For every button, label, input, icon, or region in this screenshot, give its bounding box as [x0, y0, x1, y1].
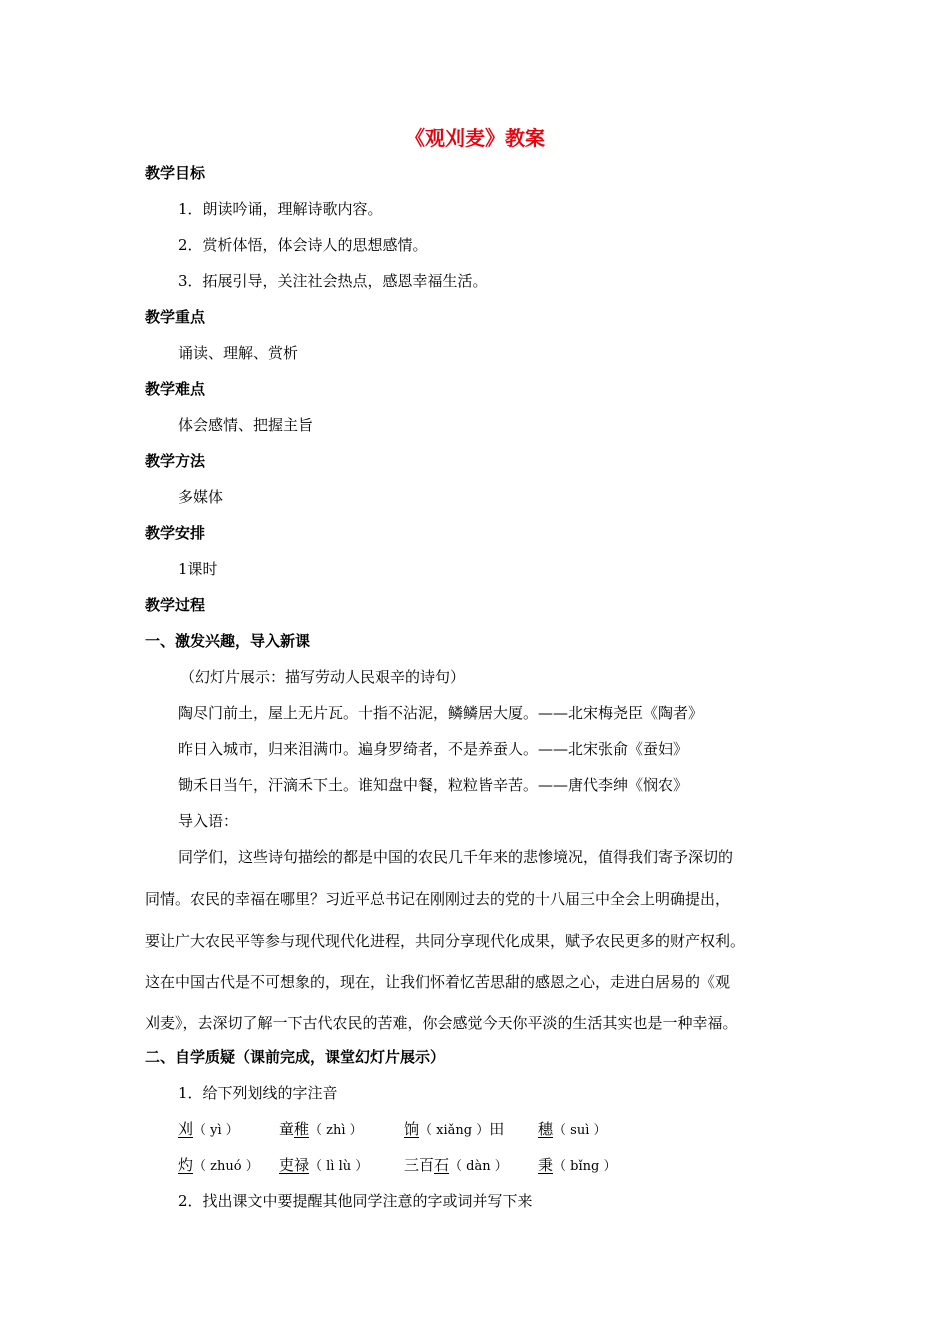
- pinyin-item: [538, 1119, 606, 1141]
- objective-item: 1．朗读吟诵，理解诗歌内容。: [178, 200, 383, 218]
- task2-label: 2．找出课文中要提醒其他同学注意的字或词并写下来: [178, 1192, 533, 1210]
- process-heading: 教学过程: [145, 596, 206, 614]
- method-content: 多媒体: [178, 488, 224, 506]
- underlined-word: 刈: [178, 1120, 194, 1138]
- underlined-word: 秉: [538, 1156, 554, 1174]
- pinyin-item: [538, 1155, 616, 1177]
- pinyin-annotation: （ bǐng ）: [553, 1159, 617, 1174]
- underlined-word: 稚: [294, 1120, 310, 1138]
- underlined-word: 穗: [538, 1120, 554, 1138]
- intro-paragraph-line: 同学们，这些诗句描绘的都是中国的农民几千年来的悲惨境况，值得我们寄予深切的: [178, 848, 734, 866]
- pinyin-annotation: （ yì ）: [193, 1123, 239, 1138]
- slide-note: （幻灯片展示：描写劳动人民艰辛的诗句）: [180, 668, 466, 686]
- schedule-content: 1课时: [178, 560, 218, 578]
- objective-item: 3．拓展引导，关注社会热点，感恩幸福生活。: [178, 272, 488, 290]
- pinyin-item: [279, 1119, 363, 1141]
- intro-paragraph-line: 要让广大农民平等参与现代现代化进程，共同分享现代化成果，赋予农民更多的财产权利。: [145, 932, 746, 950]
- pinyin-item: [279, 1155, 368, 1177]
- underlined-word: 石: [434, 1156, 450, 1174]
- document-title: 《观刈麦》教案: [405, 126, 545, 150]
- underlined-word: 吏禄: [279, 1156, 310, 1174]
- pinyin-row: [0, 1119, 950, 1139]
- pinyin-row: [0, 1155, 950, 1175]
- key-points-content: 诵读、理解、赏析: [178, 344, 299, 362]
- pinyin-annotation: （ xiǎng ）: [419, 1123, 490, 1138]
- pinyin-item: [178, 1155, 259, 1177]
- section1-heading: 一、激发兴趣，导入新课: [145, 632, 311, 650]
- underlined-word: 灼: [178, 1156, 194, 1174]
- method-heading: 教学方法: [145, 452, 206, 470]
- pinyin-item: [404, 1119, 504, 1141]
- intro-label: 导入语：: [178, 812, 239, 830]
- word-prefix: 童: [279, 1120, 295, 1138]
- pinyin-annotation: （ lì lù ）: [309, 1159, 369, 1174]
- underlined-word: 饷: [404, 1120, 420, 1138]
- objective-item: 2．赏析体悟，体会诗人的思想感情。: [178, 236, 428, 254]
- word-prefix: 三百: [404, 1156, 435, 1174]
- difficulties-heading: 教学难点: [145, 380, 206, 398]
- pinyin-item: [404, 1155, 508, 1177]
- objectives-heading: 教学目标: [145, 164, 206, 182]
- poem-line: 陶尽门前土，屋上无片瓦。十指不沾泥，鳞鳞居大厦。——北宋梅尧臣《陶者》: [178, 704, 704, 722]
- intro-paragraph-line: 这在中国古代是不可想象的，现在，让我们怀着忆苦思甜的感恩之心，走进白居易的《观: [145, 973, 731, 991]
- pinyin-annotation: （ suì ）: [553, 1123, 607, 1138]
- pinyin-item: [178, 1119, 239, 1141]
- intro-paragraph-line: 刈麦》，去深切了解一下古代农民的苦难，你会感觉今天你平淡的生活其实也是一种幸福。: [145, 1014, 738, 1032]
- pinyin-annotation: （ zhì ）: [309, 1123, 363, 1138]
- word-suffix: 田: [489, 1120, 505, 1138]
- pinyin-annotation: （ zhuó ）: [193, 1159, 259, 1174]
- difficulties-content: 体会感情、把握主旨: [178, 416, 314, 434]
- poem-line: 锄禾日当午，汗滴禾下土。谁知盘中餐，粒粒皆辛苦。——唐代李绅《悯农》: [178, 776, 689, 794]
- schedule-heading: 教学安排: [145, 524, 206, 542]
- key-points-heading: 教学重点: [145, 308, 206, 326]
- task1-label: 1．给下列划线的字注音: [178, 1084, 338, 1102]
- poem-line: 昨日入城市，归来泪满巾。遍身罗绮者，不是养蚕人。——北宋张俞《蚕妇》: [178, 740, 689, 758]
- intro-paragraph-line: 同情。农民的幸福在哪里？习近平总书记在刚刚过去的党的十八届三中全会上明确提出，: [145, 890, 731, 908]
- section2-heading: 二、自学质疑（课前完成，课堂幻灯片展示）: [145, 1048, 446, 1066]
- pinyin-annotation: （ dàn ）: [449, 1159, 508, 1174]
